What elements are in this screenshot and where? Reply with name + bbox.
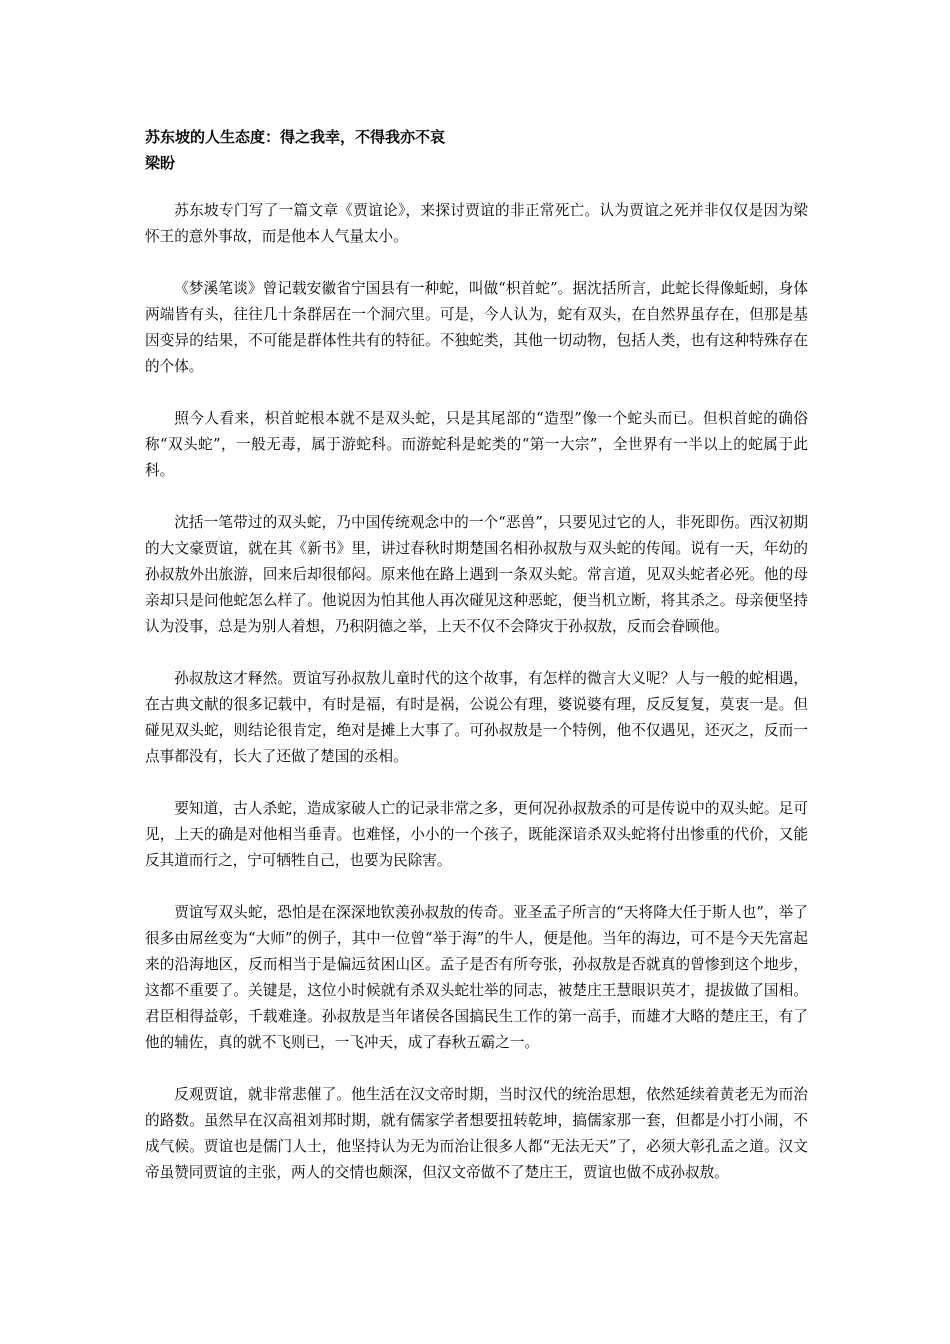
paragraph-1: 苏东坡专门写了一篇文章《贾谊论》，来探讨贾谊的非正常死亡。认为贾谊之死并非仅仅是因为梁怀王的意外事故，而是他本人气量太小。 xyxy=(145,202,808,245)
article-author: 梁盼 xyxy=(145,154,176,172)
article-title: 苏东坡的人生态度：得之我幸，不得我亦不哀 xyxy=(145,128,446,146)
title-spacer xyxy=(145,176,808,198)
paragraph-8: 反观贾谊，就非常悲催了。他生活在汉文帝时期，当时汉代的统治思想，依然延续着黄老无为而治的路数。虽然早在汉高祖刘邦时期，就有儒家学者想要扭转乾坤，搞儒家那一套，但都是小打小闹，不成气候。贾谊也是儒门人士，他坚持认为无为而治让很多人都“无法无天”了，必须大彰孔孟之道。汉文帝虽赞同贾谊的主张，两人的交情也颇深，但汉文帝做不了楚庄王，贾谊也做不成孙叔敖。 xyxy=(145,1086,808,1181)
paragraph-3: 照今人看来，枳首蛇根本就不是双头蛇，只是其尾部的“造型”像一个蛇头而已。但枳首蛇的确俗称“双头蛇”，一般无毒，属于游蛇科。而游蛇科是蛇类的“第一大宗”，全世界有一半以上的蛇属于此科。 xyxy=(145,410,808,479)
paragraph-5: 孙叔敖这才释然。贾谊写孙叔敖儿童时代的这个故事，有怎样的微言大义呢？人与一般的蛇相遇，在古典文献的很多记载中，有时是福，有时是祸，公说公有理，婆说婆有理，反反复复，莫衷一是。但碰见双头蛇，则结论很肯定，绝对是摊上大事了。可孙叔敖是一个特例，他不仅遇见，还灭之，反而一点事都没有，长大了还做了楚国的丞相。 xyxy=(145,670,808,765)
paragraph-7: 贾谊写双头蛇，恐怕是在深深地钦羡孙叔敖的传奇。亚圣孟子所言的“天将降大任于斯人也”，举了很多由屌丝变为“大师”的例子，其中一位曾“举于海”的牛人，便是他。当年的海边，可不是今天先富起来的沿海地区，反而相当于是偏远贫困山区。孟子是否有所夸张，孙叔敖是否就真的曾惨到这个地步，这都不重要了。关键是，这位小时候就有杀双头蛇壮举的同志，被楚庄王慧眼识英才，提拔做了国相。君臣相得益彰，千载难逢。孙叔敖是当年诸侯各国搞民生工作的第一高手，而雄才大略的楚庄王，有了他的辅佐，真的就不飞则已，一飞冲天，成了春秋五霸之一。 xyxy=(145,904,808,1051)
paragraph-2: 《梦溪笔谈》曾记载安徽省宁国县有一种蛇，叫做“枳首蛇”。据沈括所言，此蛇长得像蚯蚓，身体两端皆有头，往往几十条群居在一个洞穴里。可是，今人认为，蛇有双头，在自然界虽存在，但那是基因变异的结果，不可能是群体性共有的特征。不独蛇类，其他一切动物，包括人类，也有这种特殊存在的个体。 xyxy=(145,280,808,375)
paragraph-6: 要知道，古人杀蛇，造成家破人亡的记录非常之多，更何况孙叔敖杀的可是传说中的双头蛇。足可见，上天的确是对他相当垂青。也难怪，小小的一个孩子，既能深谙杀双头蛇将付出惨重的代价，又能反其道而行之，宁可牺牲自己，也要为民除害。 xyxy=(145,800,808,869)
document-page xyxy=(145,124,808,1212)
paragraph-4: 沈括一笔带过的双头蛇，乃中国传统观念中的一个“恶兽”，只要见过它的人，非死即伤。西汉初期的大文豪贾谊，就在其《新书》里，讲过春秋时期楚国名相孙叔敖与双头蛇的传闻。说有一天，年幼的孙叔敖外出旅游，回来后却很郁闷。原来他在路上遇到一条双头蛇。常言道，见双头蛇者必死。他的母亲却只是问他蛇怎么样了。他说因为怕其他人再次碰见这种恶蛇，便当机立断，将其杀之。母亲便坚持认为没事，总是为别人着想，乃积阴德之举，上天不仅不会降灾于孙叔敖，反而会眷顾他。 xyxy=(145,514,808,635)
